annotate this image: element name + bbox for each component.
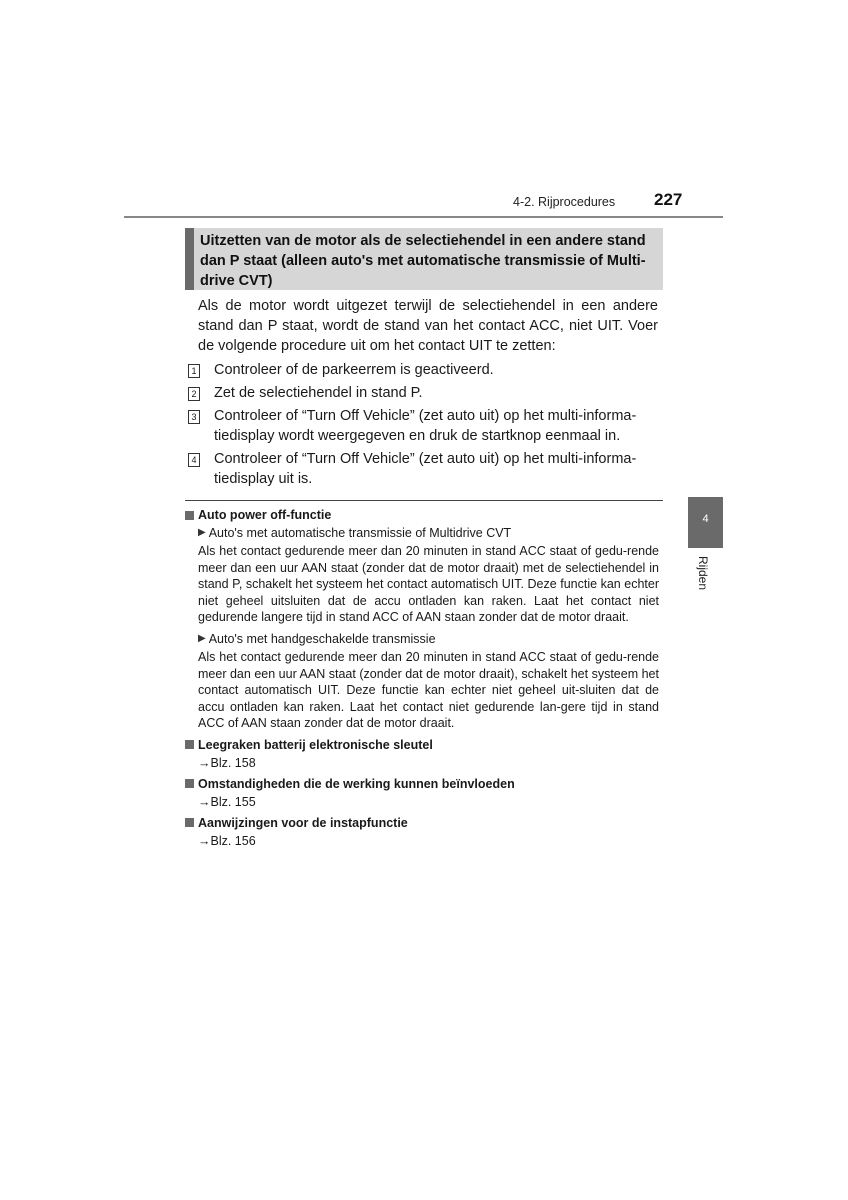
step-text: Zet de selectiehendel in stand P.	[214, 385, 423, 401]
page-number: 227	[654, 190, 683, 209]
header-divider	[124, 216, 723, 218]
square-bullet-icon	[185, 740, 194, 749]
triangle-bullet-icon: ▶	[198, 632, 206, 644]
triangle-bullet-icon: ▶	[198, 526, 206, 538]
page-reference: →Blz. 155	[198, 795, 256, 809]
step-text: Controleer of de parkeerrem is geactiveerd.	[214, 362, 494, 378]
page-reference: →Blz. 156	[198, 834, 256, 848]
step-number: 2	[188, 387, 200, 401]
step-item	[191, 383, 658, 403]
note-paragraph: Als het contact gedurende meer dan 20 minuten in stand ACC staat of gedu-rende meer dan een uur AAN staat (zonder dat de motor draait), schakelt het systeem het contact automatisch UIT. Deze functie kan echter niet geheel uit-sluiten dat de accu ontladen kan raken. Laat het contact niet gedurende lan-gere tijd in stand ACC of AAN staan zonder dat de motor draait.	[198, 650, 659, 730]
step-number: 1	[188, 364, 200, 378]
step-item	[191, 360, 658, 380]
notes-divider	[185, 500, 663, 501]
notes-section	[185, 505, 659, 854]
step-item	[191, 449, 658, 489]
note-heading: Auto power off-functie	[185, 507, 659, 524]
step-list	[191, 360, 658, 489]
square-bullet-icon	[185, 511, 194, 520]
step-item	[191, 406, 658, 446]
square-bullet-icon	[185, 779, 194, 788]
step-text: Controleer of “Turn Off Vehicle” (zet auto uit) op het multi-informa-tiedisplay wordt weergegeven en druk de startknop eenmaal in.	[214, 408, 637, 444]
section-title: 4-2. Rijprocedures	[513, 195, 616, 209]
chapter-label: Rijden	[696, 556, 710, 591]
step-text: Controleer of “Turn Off Vehicle” (zet auto uit) op het multi-informa-tiedisplay uit is.	[214, 451, 637, 487]
page-reference: →Blz. 158	[198, 756, 256, 770]
note-heading: Aanwijzingen voor de instapfunctie	[185, 815, 659, 832]
note-subheading: ▶ Auto's met handgeschakelde transmissie	[198, 631, 436, 646]
chapter-tab	[688, 497, 723, 548]
note-subheading: ▶ Auto's met automatische transmissie of Multidrive CVT	[198, 525, 512, 540]
square-bullet-icon	[185, 818, 194, 827]
note-paragraph: Als het contact gedurende meer dan 20 minuten in stand ACC staat of gedu-rende meer dan een uur AAN staat (zonder dat de motor draait) met de selectiehendel in stand P, schakelt het systeem het contact automatisch UIT. Deze functie kan echter niet geheel uitsluiten dat de accu ontladen kan raken. Laat het contact niet gedurende langere tijd in stand ACC of AAN staan zonder dat de motor draait.	[198, 544, 659, 624]
chapter-number: 4	[702, 513, 709, 525]
step-number: 3	[188, 410, 200, 424]
section-heading: Uitzetten van de motor als de selectiehendel in een andere stand dan P staat (alleen auto's met automatische transmissie of Multi-drive CVT)	[185, 228, 663, 290]
note-heading: Leegraken batterij elektronische sleutel	[185, 737, 659, 754]
main-content	[191, 296, 658, 492]
intro-paragraph: Als de motor wordt uitgezet terwijl de selectiehendel in een andere stand dan P staat, wordt de stand van het contact ACC, niet UIT. Voer de volgende procedure uit om het contact UIT te zetten:	[198, 298, 658, 354]
note-heading: Omstandigheden die de werking kunnen beïnvloeden	[185, 776, 659, 793]
step-number: 4	[188, 453, 200, 467]
